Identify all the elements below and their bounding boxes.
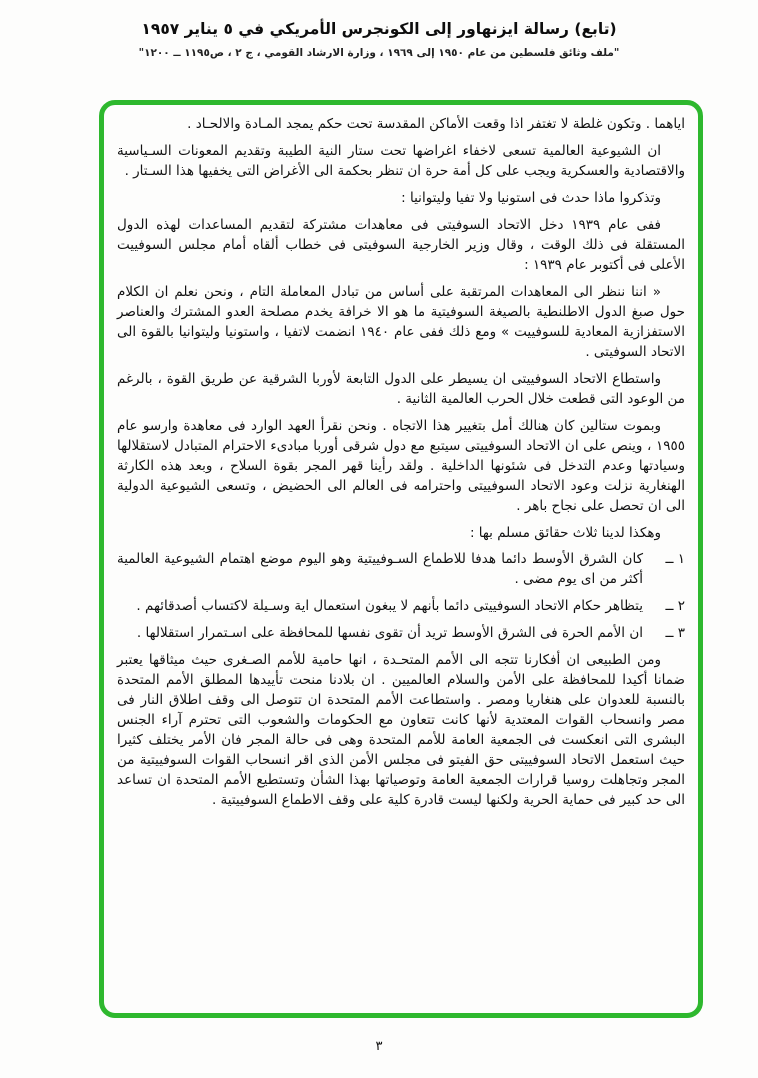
paragraph: « اننا ننظر الى المعاهدات المرتقبة على أساس من تبادل المعاملة التام ، ونحن نعلم ان الكلام حول صبغ الدول الاطلنطية بالصيغة السوفيتية ما هو الا خرافة يخدم مصلحة العدو المشترك والعناصر الاستفزازية المعادية للسوفييت » ومع ذلك ففى عام ١٩٤٠ انضمت لاتفيا ، واستونيا وليتوانيا بالقوة الى الاتحاد السوفيتى . xyxy=(117,284,685,360)
list-item xyxy=(117,623,685,643)
paragraph: واستطاع الاتحاد السوفييتى ان يسيطر على الدول التابعة لأوربا الشرقية عن طريق القوة ، بالرغم من الوعود التى قطعت خلال الحرب العالمية الثانية . xyxy=(117,371,685,407)
list-item xyxy=(117,596,685,616)
list-item-text: يتظاهر حكام الاتحاد السوفييتى دائما بأنهم لا يبغون استعمال اية وسـيلة لاكتساب أصدقائهم . xyxy=(136,598,643,614)
paragraph: ومن الطبيعى ان أفكارنا تتجه الى الأمم المتحـدة ، انها حامية للأمم الصـغرى حيث ميثاقها يعتبر ضمانا أكيدا للمحافظة على الأمن والسلام العالميين . ان بلادنا منحت تأييدها المطلق الأمم المتحدة بالنسبة للعدوان على هنغاريا ومصر . واستطاعت الأمم المتحدة ان تتوصل الى وقف اطلاق النار فى مصر وانسحاب القوات المعتدية لأنها كانت تتعاون مع الحكومات والشعوب التى تحترم آراء الجنس البشرى التى انعكست فى الجمعية العامة للأمم المتحدة وهى فى حالة المجر فان الأمر يختلف كثيرا حيث استعمل الاتحاد السوفييتى حق الفيتو فى مجلس الأمن الذى اقر انسحاب القوات السوفييتية من المجر وتجاهلت روسيا قرارات الجمعية العامة وتوصياتها بهذا الشأن وتستطيع الأمم المتحدة ان تساعد الى حد كبير فى حماية الحرية ولكنها ليست قادرة كلية على وقف الاطماع السوفييتية . xyxy=(117,652,685,808)
paragraph: ففى عام ١٩٣٩ دخل الاتحاد السوفيتى فى معاهدات مشتركة لتقديم المساعدات لهذه الدول المستقلة فى ذلك الوقت ، وقال وزير الخارجية السوفيتى فى خطاب ألقاه أمام مجلس السوفييت الأعلى فى أكتوبر عام ١٩٣٩ : xyxy=(117,217,685,273)
list-item xyxy=(117,549,685,589)
document-header xyxy=(0,0,758,59)
list-item-number: ٣ ــ xyxy=(665,625,685,641)
paragraph: وهكذا لدينا ثلاث حقائق مسلم بها : xyxy=(469,525,661,541)
green-border-frame xyxy=(99,100,703,1018)
list-item-number: ٢ ــ xyxy=(665,598,685,614)
list-item-text: كان الشرق الأوسط دائما هدفا للاطماع السـوفييتية وهو اليوم موضع اهتمام الشيوعية العالمية أكثر من اى يوم مضى . xyxy=(117,551,643,587)
document-title: (تابع) رسالة ايزنهاور إلى الكونجرس الأمريكي في ٥ يناير ١٩٥٧ xyxy=(141,20,617,38)
list-item-number: ١ ــ xyxy=(665,551,685,567)
paragraph: اياهما . وتكون غلطة لا تغتفر اذا وقعت الأماكن المقدسة تحت حكم يمجد المـادة والالحـاد . xyxy=(187,116,685,132)
paragraph: وبموت ستالين كان هنالك أمل بتغيير هذا الاتجاه . ونحن نقرأ العهد الوارد فى معاهدة وارسو عام ١٩٥٥ ، وينص على ان الاتحاد السوفييتى سيتبع مع دول شرقى أوربا مبادىء الاحترام المتبادل لاستقلالها وسيادتها وعدم التدخل فى شئونها الداخلية . ولقد رأينا قهر المجر بقوة السلاح ، وبعد هذه الكارثة الهنغارية نزلت وعود الاتحاد السوفييتى واحترامه فى العالم الى الحضيض ، وتسعى الشيوعية الدولية الى ان تحصل على نجاح باهر . xyxy=(117,418,685,514)
list-item-text: ان الأمم الحرة فى الشرق الأوسط تريد أن تقوى نفسها للمحافظة على اسـتمرار استقلالها . xyxy=(136,625,643,641)
paragraph: وتذكروا ماذا حدث فى استونيا ولا تفيا وليتوانيا : xyxy=(401,190,661,206)
page-number: ٣ xyxy=(375,1039,383,1054)
paragraph: ان الشيوعية العالمية تسعى لاخفاء اغراضها تحت ستار النية الطيبة وتقديم المعونات السـياسية والاقتصادية والعسكرية ويجب على كل أمة حرة ان تنظر بحكمة الى الأغراض التى يخفيها هذا السـتار . xyxy=(117,143,685,179)
document-source-line: "ملف وثائق فلسطين من عام ١٩٥٠ إلى ١٩٦٩ ، وزارة الارشاد القومي ، ج ٢ ، ص١١٩٥ ــ ١٢٠٠" xyxy=(138,47,620,59)
